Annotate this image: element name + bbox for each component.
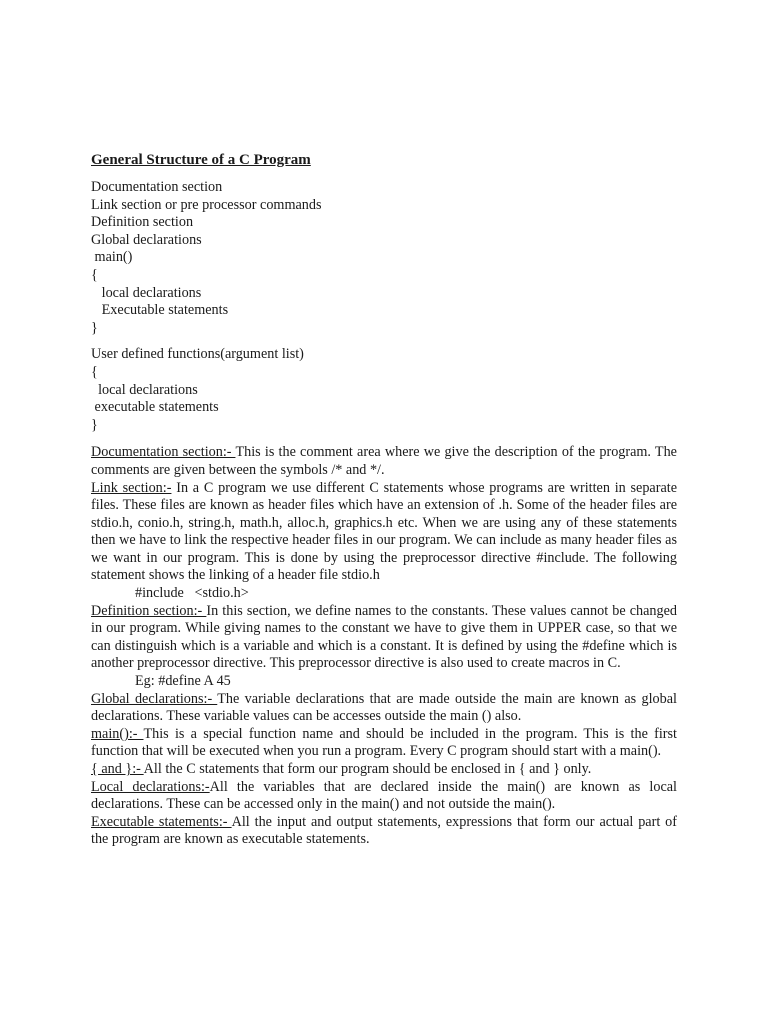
- link-text: In a C program we use different C statements whose programs are written in separate files. These files are known as header files which have an extension of .h. Some of the header files are stdio.h, conio.h, string.h, math.h, alloc.h, graphics.h etc. When we are using any of these statements then we have to link the respective header files in our program. We can include as many header files as we want in our program. This is done by using the preprocessor directive #include. The following statement shows the linking of a header file stdio.h: [91, 479, 677, 584]
- user-function-line: }: [91, 416, 98, 433]
- spacer: [91, 434, 677, 444]
- definition-text: In this section, we define names to the constants. These values cannot be changed in our program. While giving names to the constant we have to give them in UPPER case, so that we can distinguish which is a variable and which is a constant. It is defined by using the #define which is another preprocessor directive. This preprocessor directive is also used to create macros in C.: [91, 602, 678, 672]
- definition-paragraph: [91, 603, 677, 673]
- program-structure-block: [91, 179, 677, 337]
- documentation-term: Documentation section:-: [91, 444, 236, 461]
- executable-paragraph: [91, 814, 677, 849]
- user-function-line: {: [91, 363, 98, 380]
- global-text: The variable declarations that are made outside the main are known as global declarations. These variable values can be accesses outside the main () also.: [91, 690, 677, 725]
- document-page: [91, 150, 677, 849]
- braces-term: { and }:-: [91, 761, 144, 777]
- main-term: main():-: [91, 725, 144, 742]
- documentation-text: This is the comment area where we give the description of the program. The comments are given between the symbols /* and */.: [91, 444, 677, 478]
- braces-text: All the C statements that form our program should be enclosed in { and } only.: [143, 761, 592, 777]
- define-code-line: Eg: #define A 45: [135, 673, 231, 690]
- include-code-line: #include <stdio.h>: [135, 585, 249, 602]
- main-text: This is a special function name and should be included in the program. This is the first function that will be executed when you run a program. Every C program should start with a main().: [91, 725, 677, 760]
- structure-line: Definition section: [91, 214, 194, 231]
- braces-paragraph: [91, 761, 677, 779]
- structure-line: Executable statements: [91, 302, 229, 319]
- structure-line: local declarations: [91, 284, 202, 301]
- user-function-line: executable statements: [91, 399, 219, 416]
- link-paragraph: [91, 480, 677, 586]
- local-term: Local declarations:-: [91, 778, 210, 795]
- documentation-paragraph: [91, 444, 677, 479]
- local-paragraph: [91, 779, 677, 814]
- structure-line: Documentation section: [91, 179, 223, 195]
- structure-line: {: [91, 266, 98, 283]
- spacer: [91, 337, 677, 346]
- link-term: Link section:-: [91, 479, 172, 496]
- local-text: All the variables that are declared inside the main() are known as local declarations. These can be accessed only in the main() and not outside the main().: [91, 778, 677, 813]
- structure-line: main(): [91, 249, 133, 266]
- definition-term: Definition section:-: [91, 602, 207, 619]
- user-function-line: local declarations: [91, 381, 198, 398]
- user-function-block: [91, 346, 677, 434]
- global-paragraph: [91, 691, 677, 726]
- structure-line: Link section or pre processor commands: [91, 196, 322, 213]
- page-title: General Structure of a C Program: [91, 152, 311, 168]
- explanations: [91, 444, 677, 849]
- executable-text: All the input and output statements, expressions that form our actual part of the program are known as executable statements.: [91, 813, 677, 848]
- user-function-line: User defined functions(argument list): [91, 346, 304, 363]
- structure-line: Global declarations: [91, 231, 202, 248]
- structure-line: }: [91, 319, 98, 336]
- main-paragraph: [91, 726, 677, 761]
- executable-term: Executable statements:-: [91, 813, 232, 830]
- global-term: Global declarations:-: [91, 690, 218, 707]
